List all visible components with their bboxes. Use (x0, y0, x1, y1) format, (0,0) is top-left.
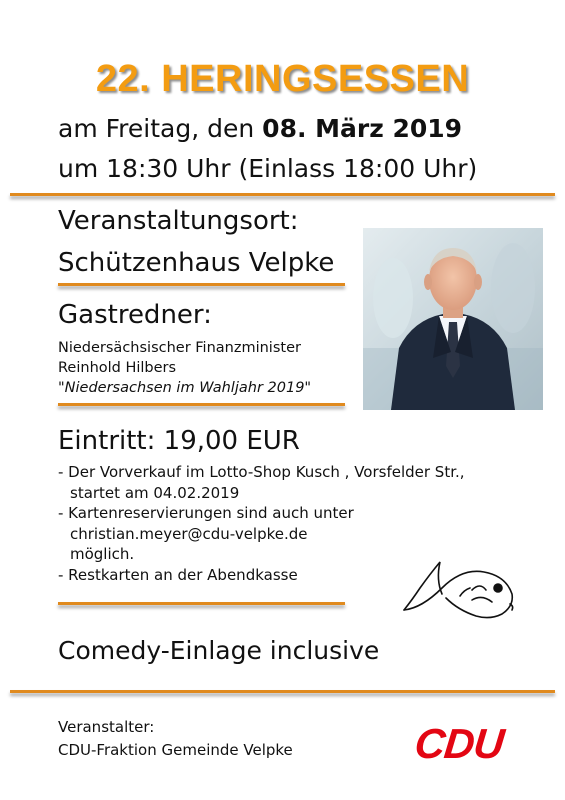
speaker-name: Reinhold Hilbers (58, 360, 177, 376)
organizer-label: Veranstalter: (58, 718, 155, 736)
admission-line: möglich. (70, 545, 135, 563)
event-title: 22. HERINGSESSEN (95, 58, 470, 100)
fish-icon (402, 560, 520, 620)
event-date (58, 114, 462, 143)
speaker-topic: "Niedersachsen im Wahljahr 2019" (58, 380, 312, 396)
speaker-role: Niedersächsischer Finanzminister (58, 340, 301, 356)
admission-line: - Der Vorverkauf im Lotto-Shop Kusch , Vorsfelder Str., (58, 463, 465, 481)
admission-line: christian.meyer@cdu-velpke.de (70, 524, 308, 543)
divider-bottom (10, 690, 555, 693)
divider-admission (58, 602, 345, 605)
divider-top (10, 193, 555, 196)
divider-venue (58, 283, 345, 286)
admission-line: - Restkarten an der Abendkasse (58, 565, 298, 584)
organizer-name: CDU-Fraktion Gemeinde Velpke (58, 741, 293, 759)
admission-line: - Kartenreservierungen sind auch unter (58, 504, 354, 522)
portrait-illustration (363, 228, 543, 410)
speaker-portrait-photo (363, 228, 543, 410)
venue-name: Schützenhaus Velpke (58, 248, 335, 278)
comedy-line: Comedy-Einlage inclusive (58, 636, 380, 665)
divider-speaker (58, 403, 345, 406)
event-date-bold: 08. März 2019 (262, 114, 463, 143)
event-date-prefix: am Freitag, den (58, 114, 263, 143)
admission-line: startet am 04.02.2019 (70, 483, 240, 502)
fish-drawing (402, 560, 520, 620)
event-time: um 18:30 Uhr (Einlass 18:00 Uhr) (58, 154, 478, 183)
cdu-logo: CDU (412, 720, 506, 767)
speaker-label: Gastredner: (58, 300, 212, 330)
admission-label: Eintritt: 19,00 EUR (58, 426, 300, 456)
venue-label: Veranstaltungsort: (58, 206, 299, 236)
